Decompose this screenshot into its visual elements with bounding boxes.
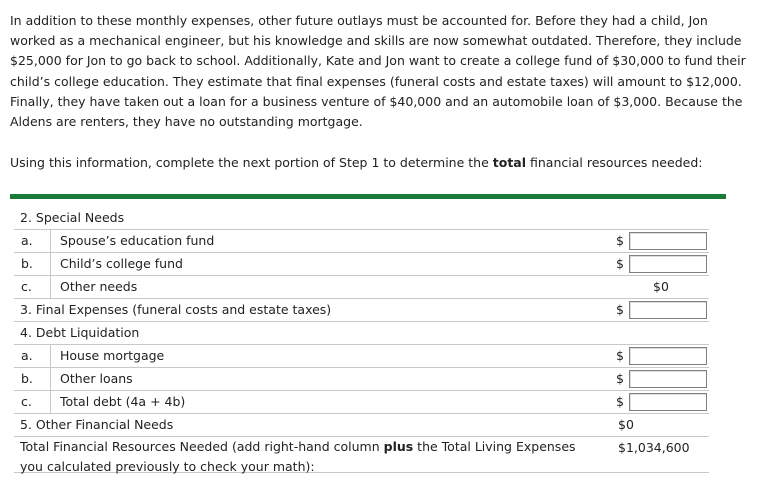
section-divider [10, 194, 726, 199]
total-resources-value: $1,034,600 [618, 440, 690, 455]
other-financial-needs-value: $0 [618, 417, 634, 432]
final-expenses-label: 3. Final Expenses (funeral costs and estate taxes) [20, 302, 332, 317]
intro-paragraph: In addition to these monthly expenses, other future outlays must be accounted for. Before they had a child, Jon worked as a mechanical engineer, but his knowledge and skills are now somewhat outdated. Therefore, they include $25,000 for Jon to go back to school. Additionally, Kate and Jon want to create a college fund of $30,000 to fund their child’s college education. They estimate that final expenses (funeral costs and estate taxes) will amount to $12,000. Finally, they have taken out a loan for a business venture of $40,000 and an automobile loan of $3,000. Because the Aldens are renters, they have no outstanding mortgage. [10, 13, 746, 130]
other-needs-row [14, 276, 709, 299]
special-needs-heading: 2. Special Needs [20, 210, 125, 225]
other-financial-needs-label: 5. Other Financial Needs [20, 417, 174, 432]
other-loans-input[interactable] [629, 370, 707, 388]
currency-sign: $ [616, 302, 624, 317]
row-label: Spouse’s education fund [60, 233, 215, 248]
spouse-education-row [14, 230, 709, 253]
other-needs-value: $0 [653, 279, 669, 294]
total-label-before: Total Financial Resources Needed (add right-hand column [20, 439, 384, 454]
row-letter: a. [21, 348, 33, 363]
total-debt-row [14, 391, 709, 414]
row-label: Other needs [60, 279, 138, 294]
row-letter: a. [21, 233, 33, 248]
column-divider [50, 230, 51, 252]
total-label-after: the Total Living Expenses you calculated previously to check your math): [20, 439, 576, 474]
total-resources-label [20, 437, 595, 477]
prompt-text-before: Using this information, complete the next portion of Step 1 to determine the [10, 155, 493, 170]
row-label: Child’s college fund [60, 256, 183, 271]
row-letter: c. [21, 394, 32, 409]
total-label-bold: plus [383, 439, 414, 454]
house-mortgage-input[interactable] [629, 347, 707, 365]
child-college-row [14, 253, 709, 276]
row-letter: b. [21, 256, 33, 271]
final-expenses-row [14, 299, 709, 322]
debt-liquidation-heading-row [14, 322, 709, 345]
row-letter: b. [21, 371, 33, 386]
currency-sign: $ [616, 394, 624, 409]
spouse-education-input[interactable] [629, 232, 707, 250]
total-debt-input[interactable] [629, 393, 707, 411]
column-divider [50, 276, 51, 298]
currency-sign: $ [616, 233, 624, 248]
column-divider [50, 253, 51, 275]
other-financial-needs-row [14, 414, 709, 437]
instruction-prompt [10, 153, 755, 173]
child-college-input[interactable] [629, 255, 707, 273]
total-resources-row [14, 437, 709, 473]
currency-sign: $ [616, 348, 624, 363]
house-mortgage-row [14, 345, 709, 368]
row-label: House mortgage [60, 348, 165, 363]
special-needs-heading-row [14, 207, 709, 230]
column-divider [50, 345, 51, 367]
row-label: Other loans [60, 371, 133, 386]
row-letter: c. [21, 279, 32, 294]
currency-sign: $ [616, 256, 624, 271]
other-loans-row [14, 368, 709, 391]
column-divider [50, 368, 51, 390]
prompt-text-after: financial resources needed: [526, 155, 703, 170]
prompt-text-bold: total [492, 155, 527, 170]
column-divider [50, 391, 51, 413]
debt-liquidation-heading: 4. Debt Liquidation [20, 325, 140, 340]
row-label: Total debt (4a + 4b) [60, 394, 186, 409]
final-expenses-input[interactable] [629, 301, 707, 319]
currency-sign: $ [616, 371, 624, 386]
